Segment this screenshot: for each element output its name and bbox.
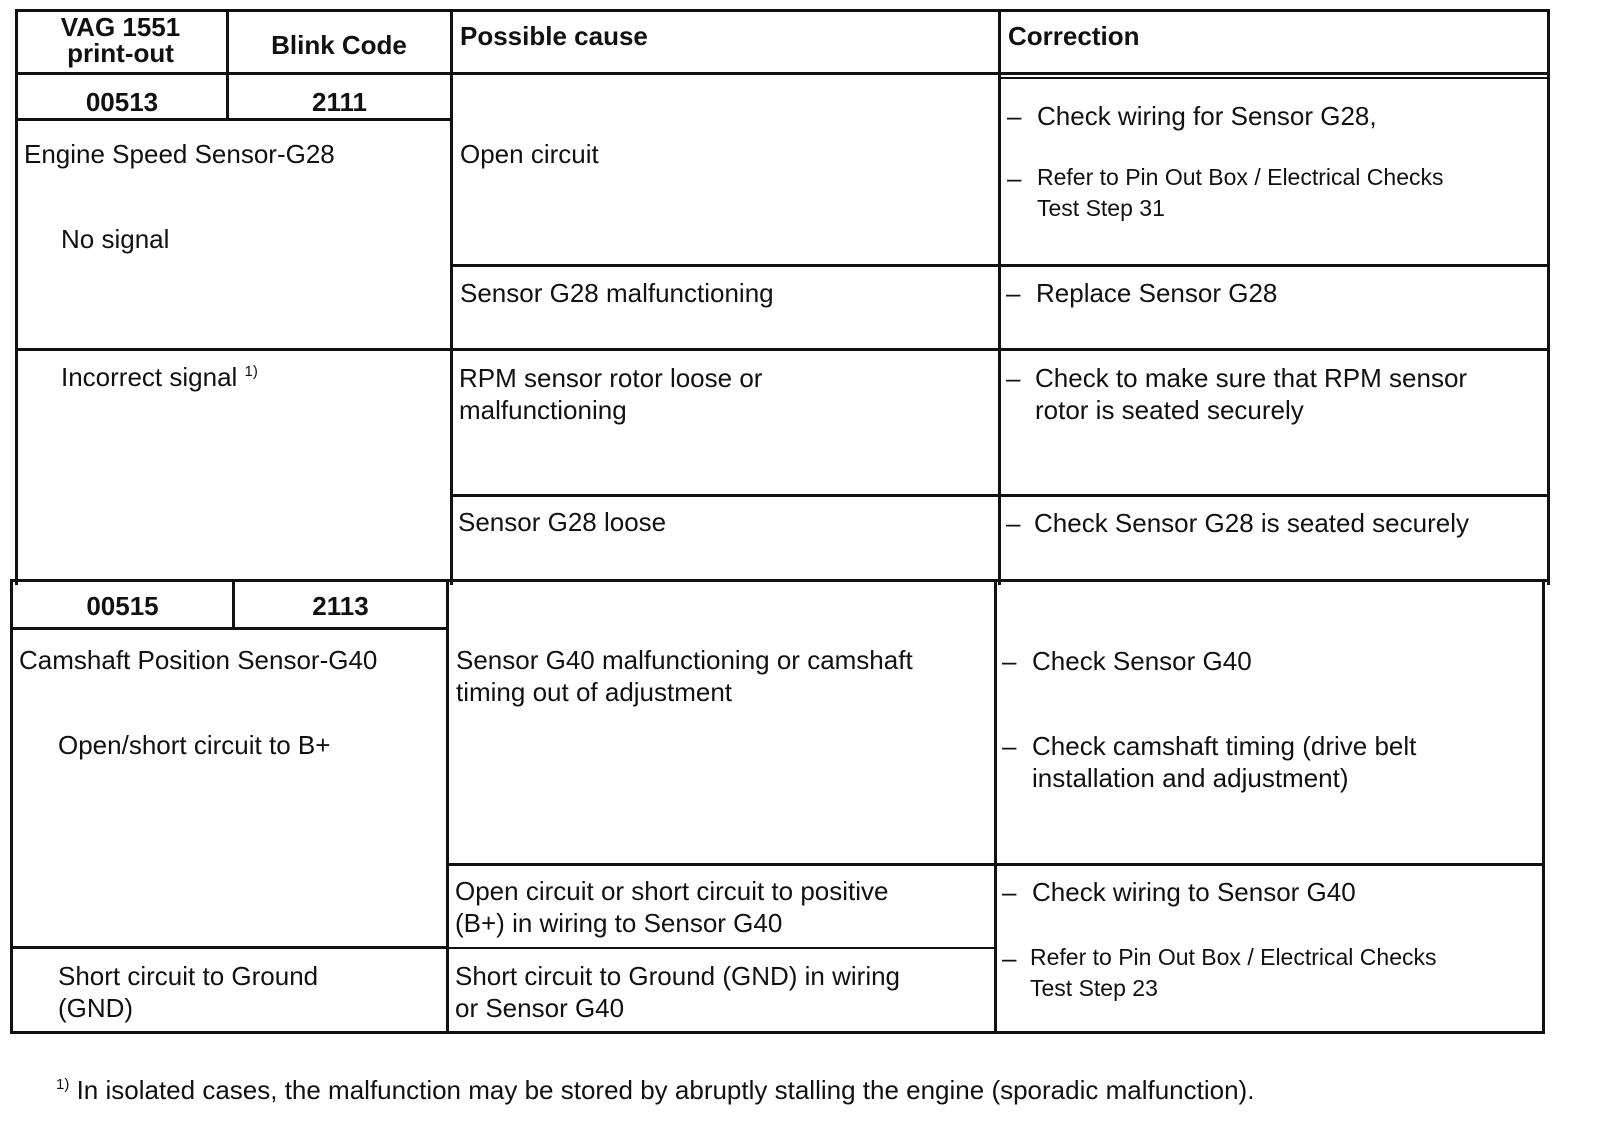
dash-bullet: – bbox=[1002, 731, 1017, 761]
correction-step: Refer to Pin Out Box / Electrical Checks Test Step 31 bbox=[1037, 164, 1444, 221]
dash-bullet: – bbox=[1006, 278, 1021, 308]
blink-code: 2113 bbox=[312, 591, 369, 621]
component-name: Engine Speed Sensor-G28 bbox=[24, 139, 335, 169]
possible-cause: Sensor G28 malfunctioning bbox=[460, 278, 774, 308]
dash-bullet: – bbox=[1007, 163, 1022, 193]
header-possible-cause: Possible cause bbox=[460, 21, 648, 51]
correction-step: Check Sensor G40 bbox=[1032, 646, 1252, 676]
fault-description-incorrect bbox=[61, 361, 258, 393]
fault-text: Incorrect signal bbox=[61, 362, 238, 392]
correction-step: Check wiring to Sensor G40 bbox=[1032, 877, 1356, 907]
possible-cause: Open circuit or short circuit to positive (B+) in wiring to Sensor G40 bbox=[455, 876, 889, 938]
possible-cause: Open circuit bbox=[460, 139, 599, 169]
fault-description: No signal bbox=[61, 224, 170, 254]
footnote-text: In isolated cases, the malfunction may be stored by abruptly stalling the engine (sporadic malfunction). bbox=[76, 1075, 1255, 1105]
dash-bullet: – bbox=[1006, 363, 1021, 393]
correction-step: Check to make sure that RPM sensor rotor is seated securely bbox=[1035, 363, 1468, 425]
blink-code: 2111 bbox=[312, 87, 367, 117]
dash-bullet: – bbox=[1002, 646, 1017, 676]
fault-description: Short circuit to Ground (GND) bbox=[58, 961, 319, 1023]
correction-step: Refer to Pin Out Box / Electrical Checks Test Step 23 bbox=[1030, 944, 1437, 1001]
dash-bullet: – bbox=[1006, 508, 1021, 538]
possible-cause: Sensor G40 malfunctioning or camshaft timing out of adjustment bbox=[456, 645, 913, 707]
header-correction: Correction bbox=[1008, 21, 1140, 51]
footnote-ref: 1) bbox=[244, 363, 258, 380]
correction-step: Check wiring for Sensor G28, bbox=[1037, 101, 1377, 131]
header-blink-code: Blink Code bbox=[271, 30, 407, 60]
correction-step: Check camshaft timing (drive belt installation and adjustment) bbox=[1032, 731, 1417, 793]
possible-cause: Short circuit to Ground (GND) in wiring or Sensor G40 bbox=[455, 961, 901, 1023]
footnote-marker: 1) bbox=[56, 1076, 70, 1093]
possible-cause: RPM sensor rotor loose or malfunctioning bbox=[459, 363, 763, 425]
fault-description: Open/short circuit to B+ bbox=[58, 730, 331, 760]
footnote bbox=[56, 1073, 1254, 1107]
dash-bullet: – bbox=[1007, 101, 1022, 131]
dash-bullet: – bbox=[1002, 877, 1017, 907]
fault-code: 00513 bbox=[85, 87, 159, 117]
fault-code: 00515 bbox=[86, 591, 159, 621]
correction-step: Replace Sensor G28 bbox=[1036, 278, 1278, 308]
correction-step: Check Sensor G28 is seated securely bbox=[1034, 508, 1469, 538]
possible-cause: Sensor G28 loose bbox=[458, 507, 667, 537]
header-vag-printout: VAG 1551 print-out bbox=[60, 12, 181, 68]
component-name: Camshaft Position Sensor-G40 bbox=[19, 645, 378, 675]
dash-bullet: – bbox=[1002, 943, 1017, 973]
